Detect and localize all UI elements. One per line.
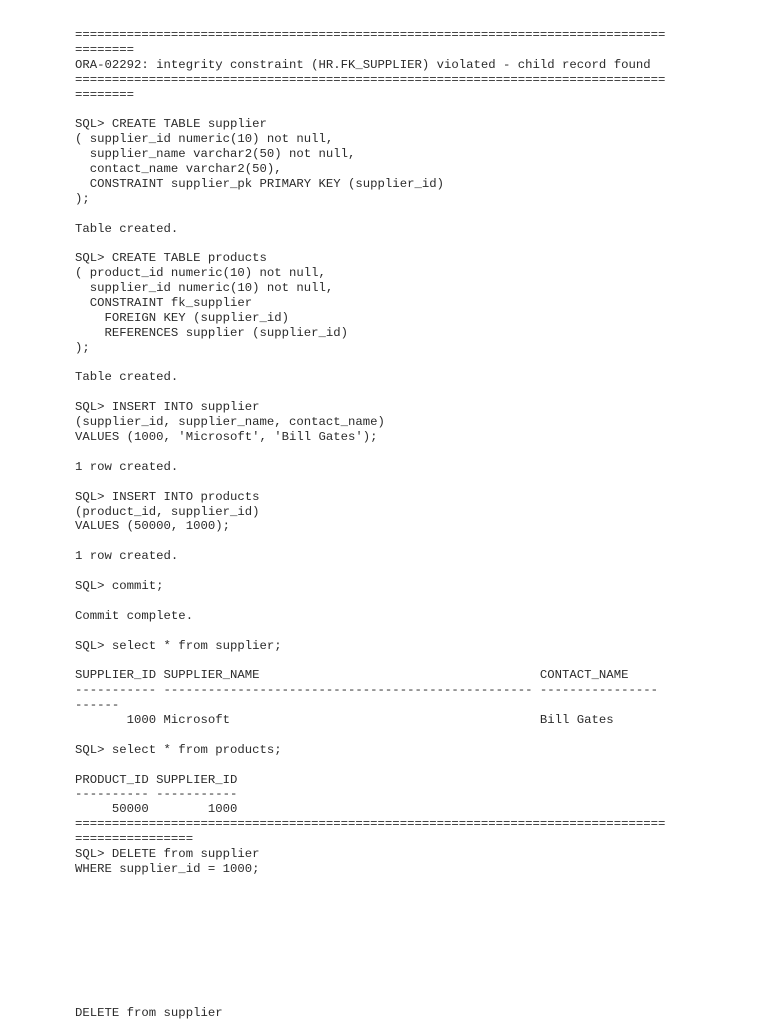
- document-line: SQL> INSERT INTO supplier: [75, 400, 260, 415]
- document-line: Table created.: [75, 370, 179, 385]
- document-line: ORA-02292: integrity constraint (HR.FK_SUPPLIER) violated - child record found: [75, 57, 651, 72]
- document-line: SUPPLIER_ID SUPPLIER_NAME CONTACT_NAME: [75, 668, 629, 683]
- document-line: WHERE supplier_id = 1000;: [75, 861, 260, 876]
- document-line: FOREIGN KEY (supplier_id): [75, 310, 290, 325]
- document-line: Commit complete.: [75, 608, 194, 623]
- document-line: ------: [75, 698, 120, 713]
- document-line: [75, 385, 695, 400]
- document-line: ================================================================================: [75, 72, 666, 87]
- document-line: [75, 624, 695, 639]
- document-line: [75, 653, 695, 668]
- document-line: [75, 534, 695, 549]
- trailing-line: DELETE from supplier: [75, 1006, 223, 1020]
- document-line: 1 row created.: [75, 549, 179, 564]
- document-line: ================================================================================: [75, 817, 666, 832]
- document-body: [75, 28, 695, 877]
- document-line: ========: [75, 87, 135, 102]
- document-line: ( supplier_id numeric(10) not null,: [75, 132, 334, 147]
- document-line: [75, 207, 695, 222]
- document-line: [75, 475, 695, 490]
- document-line: ---------- -----------: [75, 787, 238, 802]
- document-line: [75, 356, 695, 371]
- document-line: SQL> select * from supplier;: [75, 638, 282, 653]
- document-line: ----------- -------------------------------------------------- ----------------: [75, 683, 658, 698]
- document-line: SQL> commit;: [75, 578, 164, 593]
- document-line: contact_name varchar2(50),: [75, 162, 282, 177]
- document-line: );: [75, 191, 90, 206]
- document-line: supplier_name varchar2(50) not null,: [75, 147, 356, 162]
- document-line: VALUES (50000, 1000);: [75, 519, 230, 534]
- document-line: [75, 728, 695, 743]
- document-line: ========: [75, 42, 135, 57]
- document-line: 50000 1000: [75, 802, 238, 817]
- document-line: SQL> DELETE from supplier: [75, 846, 260, 861]
- document-line: [75, 564, 695, 579]
- document-line: [75, 445, 695, 460]
- document-line: [75, 236, 695, 251]
- document-line: SQL> select * from products;: [75, 742, 282, 757]
- document-line: SQL> CREATE TABLE supplier: [75, 117, 267, 132]
- document-line: PRODUCT_ID SUPPLIER_ID: [75, 772, 238, 787]
- document-line: Table created.: [75, 221, 179, 236]
- document-line: ================: [75, 832, 194, 847]
- document-line: (product_id, supplier_id): [75, 504, 260, 519]
- document-line: supplier_id numeric(10) not null,: [75, 281, 334, 296]
- document-line: REFERENCES supplier (supplier_id): [75, 325, 349, 340]
- document-line: 1000 Microsoft Bill Gates: [75, 712, 614, 727]
- document-line: SQL> INSERT INTO products: [75, 489, 260, 504]
- document-line: ================================================================================: [75, 28, 666, 42]
- document-line: CONSTRAINT supplier_pk PRIMARY KEY (supplier_id): [75, 176, 444, 191]
- document-line: VALUES (1000, 'Microsoft', 'Bill Gates');: [75, 430, 378, 445]
- document-line: SQL> CREATE TABLE products: [75, 251, 267, 266]
- document-line: [75, 594, 695, 609]
- document-line: ( product_id numeric(10) not null,: [75, 266, 326, 281]
- document-line: [75, 102, 695, 117]
- document-line: (supplier_id, supplier_name, contact_name): [75, 415, 385, 430]
- document-line: [75, 758, 695, 773]
- document-line: 1 row created.: [75, 459, 179, 474]
- document-line: );: [75, 340, 90, 355]
- document-line: CONSTRAINT fk_supplier: [75, 296, 253, 311]
